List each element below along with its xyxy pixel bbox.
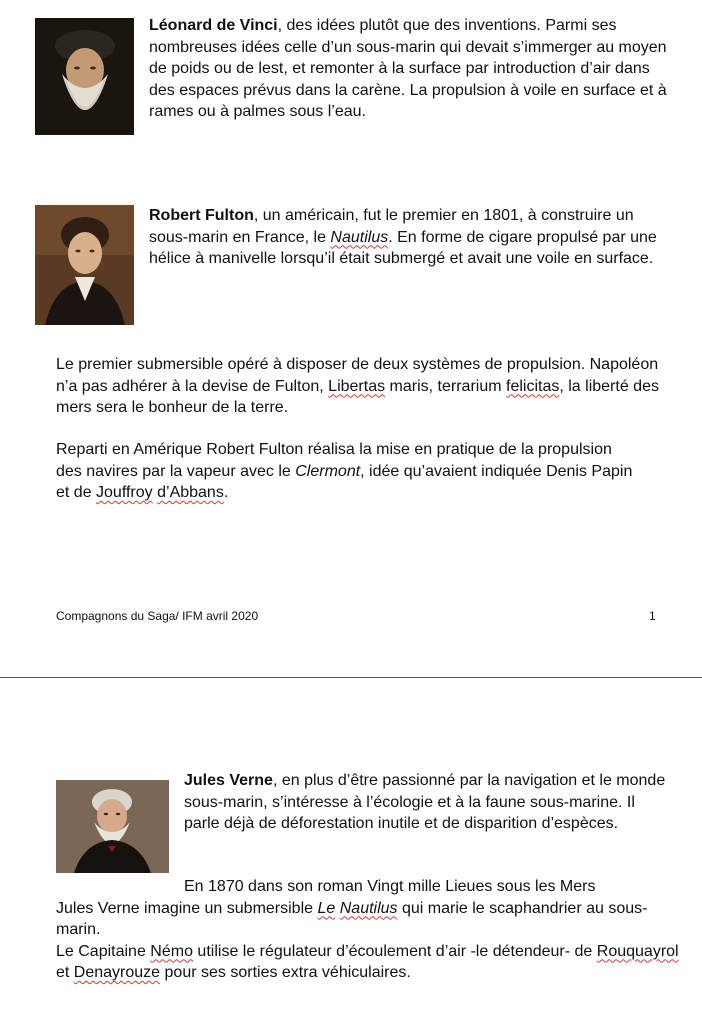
abbans-word: d’Abbans [157,484,224,501]
steam-paragraph [56,439,636,504]
footer-left: Compagnons du Saga/ IFM avril 2020 [56,609,259,623]
novel-text-end: qui marie le scaphandrier au sous-marin. [56,899,648,938]
rouquayrol-word: Rouquayrol [596,942,679,960]
steam-text-1: Reparti en Amérique Robert Fulton réalisa la mise en pratique de la propulsion des navires par la vapeur avec le [56,441,612,480]
nemo-word: Némo [150,942,193,960]
davinci-text: , des idées plutôt que des inventions. Parmi ses nombreuses idées celle d’un sous-marin qui devait s’immerger au moyen de poids ou de lest, et remonter à la surface par introduction d’air dans des espaces prévus dans la carène. La propulsion à voile en surface et à rames ou à palmes sous l’eau. [149,17,667,120]
davinci-name: Léonard de Vinci [149,17,278,34]
verne-name: Jules Verne [184,772,273,789]
fulton-portrait [35,205,134,325]
page-number: 1 [649,609,656,623]
jouffroy-word: Jouffroy [96,484,153,501]
libertas-word: Libertas [328,377,386,395]
clermont-name: Clermont [295,462,361,480]
propulsion-text-1: Le premier submersible opéré à disposer de deux systèmes de propulsion. Napoléon n’a pas adhérer à la devise de Fulton, [56,356,659,395]
steam-text-2: , idée qu’avaient indiquée Denis Papin et de [56,462,633,501]
nemo-text-3: et [56,964,74,981]
page-separator [0,677,702,678]
propulsion-text-2: maris, terrarium [385,377,506,395]
novel-first-line: En 1870 dans son roman Vingt mille Lieues sous les Mers [184,878,596,895]
fulton-name: Robert Fulton [149,207,254,224]
nemo-text-1: Le Capitaine [56,942,151,960]
fulton-vessel-name: Nautilus [330,228,389,246]
denayrouze-word: Denayrouze [73,964,161,981]
propulsion-paragraph [56,354,681,419]
fulton-paragraph [149,205,674,270]
verne-text: , en plus d’être passionné par la navigation et le monde sous-marin, s’intéresse à l’écologie et à la faune sous-marine. Il parle déjà de déforestation inutile et de disparition d’espèces. [184,772,666,832]
verne-paragraph [184,770,674,835]
nemo-text-end: pour ses sorties extra véhiculaires. [160,964,411,981]
propulsion-text-3: , la liberté des mers sera le bonheur de la terre. [56,377,659,416]
fulton-text-1: , un américain, fut le premier en 1801, à construire un sous-marin en France, le [149,207,634,246]
fulton-text-2: . En forme de cigare propulsé par une hélice à manivelle lorsqu’il était submergé et avait une voile en surface. [149,228,657,267]
davinci-paragraph [149,15,674,123]
nautilus-word: Nautilus [339,899,398,917]
novel-paragraph [56,876,681,984]
verne-portrait [56,780,169,873]
davinci-portrait [35,18,134,135]
le-word: Le [317,899,336,917]
novel-text-2: Jules Verne imagine un submersible [56,899,318,917]
felicitas-word: felicitas [506,377,560,395]
steam-text-end: . [223,484,229,501]
nemo-text-2: utilise le régulateur d’écoulement d’air -le détendeur- de [192,942,597,960]
